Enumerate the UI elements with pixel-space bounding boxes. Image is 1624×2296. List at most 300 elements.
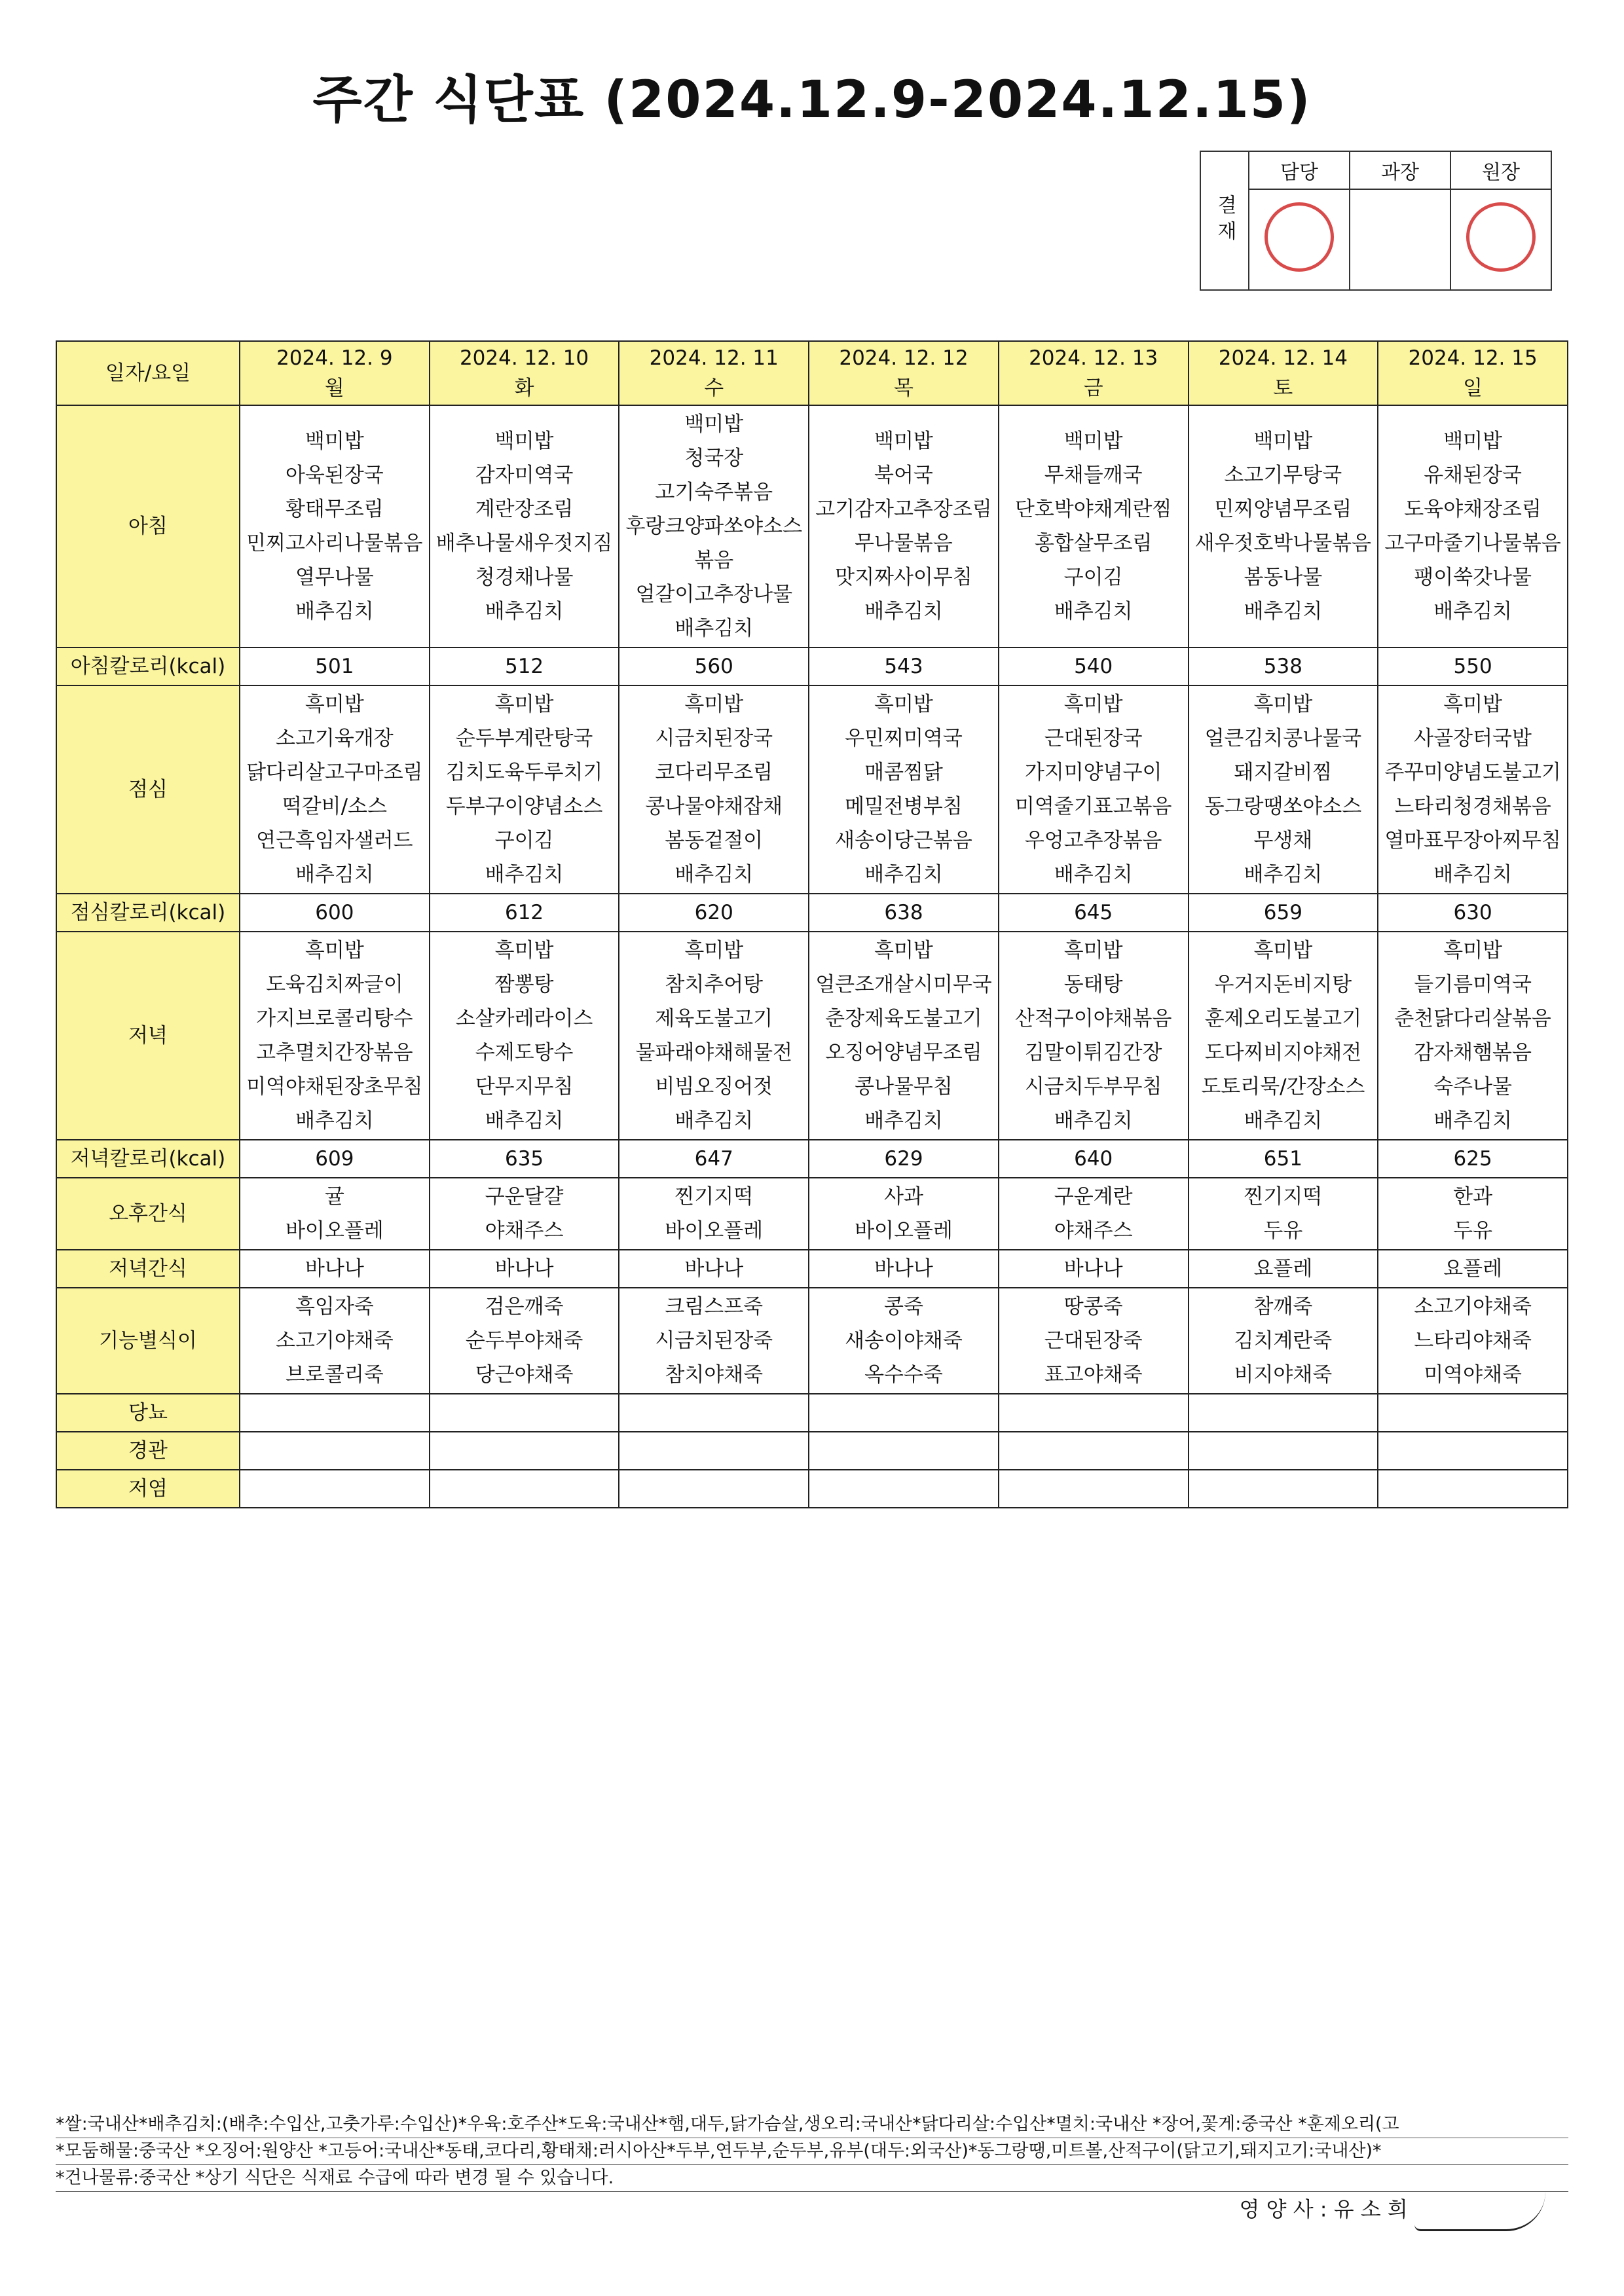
menu-item: 고구마줄기나물볶음 [1384, 532, 1561, 555]
menu-cell [619, 932, 809, 1140]
menu-item: 가지미양념구이 [1024, 761, 1162, 784]
menu-item: 소고기무탕국 [1224, 464, 1342, 487]
menu-cell [240, 647, 430, 685]
menu-item: 한과 [1453, 1185, 1493, 1209]
menu-cell [430, 1432, 619, 1470]
menu-item: 감자미역국 [475, 464, 574, 487]
day-header [430, 341, 619, 405]
menu-cell [1189, 685, 1378, 894]
menu-cell [619, 1432, 809, 1470]
menu-item: 청경채나물 [475, 566, 574, 589]
menu-item: 배추김치 [1054, 863, 1133, 886]
menu-cell [619, 1288, 809, 1394]
menu-item: 단무지무침 [475, 1075, 574, 1099]
menu-item: 열마표무장아찌무침 [1384, 829, 1561, 852]
menu-row [56, 1288, 1568, 1394]
day-date: 2024. 12. 13 [1029, 346, 1158, 370]
menu-item: 귤 [324, 1185, 344, 1209]
day-header [1189, 341, 1378, 405]
menu-cell [619, 1394, 809, 1432]
menu-item: 흑미밥 [494, 939, 554, 962]
menu-item: 두유 [1263, 1219, 1303, 1243]
menu-cell [619, 1470, 809, 1508]
menu-item: 사과 [884, 1185, 923, 1209]
diet-row [56, 1432, 1568, 1470]
menu-item: 600 [315, 901, 354, 924]
menu-item: 민찌고사리나물볶음 [246, 532, 423, 555]
menu-cell [1189, 932, 1378, 1140]
menu-item: 옥수수죽 [864, 1363, 943, 1387]
menu-item: 고기숙주볶음 [655, 481, 773, 504]
menu-item: 땅콩죽 [1063, 1295, 1123, 1319]
menu-item: 흑미밥 [1443, 939, 1503, 962]
menu-item: 543 [884, 655, 923, 678]
menu-item: 흑미밥 [1063, 939, 1123, 962]
menu-item: 미역야채죽 [1424, 1363, 1522, 1387]
menu-cell [240, 1470, 430, 1508]
row-label: 저녁칼로리(kcal) [56, 1140, 240, 1178]
menu-item: 당근야채죽 [475, 1363, 574, 1387]
menu-item: 흑미밥 [494, 693, 554, 716]
menu-item: 찐기지떡 [1244, 1185, 1323, 1209]
day-header [240, 341, 430, 405]
menu-item: 651 [1263, 1147, 1302, 1171]
menu-item: 야채주스 [485, 1219, 564, 1243]
menu-item: 배추김치 [1433, 1109, 1512, 1133]
menu-cell [999, 1394, 1189, 1432]
menu-item: 봄동겉절이 [665, 829, 764, 852]
menu-item: 새송이당근볶음 [835, 829, 972, 852]
approval-role-staff: 담당 [1249, 151, 1350, 189]
menu-item: 635 [504, 1147, 544, 1171]
menu-cell [619, 405, 809, 647]
dietitian-name: 영 양 사 : 유 소 희 [1239, 2196, 1408, 2222]
menu-item: 동그랑땡쏘야소스 [1204, 795, 1362, 818]
menu-item: 야채주스 [1054, 1219, 1133, 1243]
menu-item: 감자채햄볶음 [1414, 1041, 1532, 1065]
menu-item: 흑미밥 [1253, 939, 1313, 962]
menu-item: 가지브로콜리탕수 [256, 1007, 413, 1030]
menu-item: 구운달걀 [485, 1185, 564, 1209]
menu-cell [240, 685, 430, 894]
menu-item: 배추김치 [864, 1109, 943, 1133]
menu-item: 콩나물야채잡채 [645, 795, 783, 818]
page-title: 주간 식단표 (2024.12.9-2024.12.15) [312, 71, 1312, 130]
menu-cell [1378, 1250, 1568, 1288]
menu-item: 고추멸치간장볶음 [256, 1041, 413, 1065]
menu-cell [430, 647, 619, 685]
row-label: 점심 [56, 685, 240, 894]
menu-item: 백미밥 [1063, 429, 1123, 453]
menu-item: 540 [1074, 655, 1113, 678]
menu-item: 얼큰조개살시미무국 [815, 973, 992, 996]
menu-cell [809, 932, 999, 1140]
menu-item: 크림스프죽 [665, 1295, 764, 1319]
menu-item: 소고기야채죽 [276, 1329, 394, 1353]
menu-cell [1378, 1394, 1568, 1432]
menu-row [56, 647, 1568, 685]
menu-item: 맛지짜사이무침 [835, 566, 972, 589]
menu-item: 백미밥 [684, 412, 744, 436]
menu-item: 배추김치 [485, 863, 564, 886]
menu-item: 배추김치 [295, 1109, 374, 1133]
menu-item: 두유 [1453, 1219, 1493, 1243]
menu-item: 근대된장국 [1044, 727, 1143, 750]
menu-item: 바이오플레 [285, 1219, 384, 1243]
menu-item: 배추김치 [295, 863, 374, 886]
menu-cell [1378, 685, 1568, 894]
menu-item: 배추김치 [864, 863, 943, 886]
menu-cell [430, 932, 619, 1140]
menu-cell [809, 894, 999, 932]
menu-item: 계란장조림 [475, 498, 574, 521]
menu-item: 느타리청경채볶음 [1394, 795, 1551, 818]
menu-item: 바나나 [304, 1257, 364, 1281]
menu-item: 시금치된장죽 [655, 1329, 773, 1353]
row-label: 경관 [56, 1432, 240, 1470]
menu-cell [999, 1178, 1189, 1250]
menu-item: 550 [1453, 655, 1492, 678]
menu-item: 찐기지떡 [674, 1185, 754, 1209]
row-label: 저녁간식 [56, 1250, 240, 1288]
menu-cell [809, 1288, 999, 1394]
menu-cell [430, 1178, 619, 1250]
menu-item: 구이김 [494, 829, 554, 852]
approval-stamp-manager [1350, 189, 1450, 290]
menu-row [56, 1140, 1568, 1178]
menu-cell [999, 1250, 1189, 1288]
menu-row [56, 1250, 1568, 1288]
menu-item: 시금치된장국 [655, 727, 773, 750]
menu-row [56, 1178, 1568, 1250]
approval-role-director: 원장 [1450, 151, 1551, 189]
menu-item: 흑임자죽 [295, 1295, 374, 1319]
menu-item: 북어국 [874, 464, 933, 487]
menu-cell [240, 1250, 430, 1288]
menu-cell [809, 1470, 999, 1508]
menu-item: 645 [1074, 901, 1113, 924]
menu-row [56, 685, 1568, 894]
day-date: 2024. 12. 14 [1218, 346, 1348, 370]
menu-item: 근대된장죽 [1044, 1329, 1143, 1353]
menu-cell [1378, 1178, 1568, 1250]
menu-item: 메밀전병부침 [845, 795, 963, 818]
menu-item: 요플레 [1253, 1257, 1313, 1281]
day-weekday: 토 [1273, 376, 1293, 400]
day-header [619, 341, 809, 405]
menu-item: 도토리묵/간장소스 [1201, 1075, 1365, 1099]
approval-box [1200, 151, 1552, 291]
menu-item: 매콤찜닭 [864, 761, 943, 784]
menu-item: 연근흑임자샐러드 [256, 829, 413, 852]
menu-item: 배추김치 [295, 600, 374, 623]
signature-icon [1414, 2190, 1545, 2231]
menu-item: 참깨죽 [1253, 1295, 1313, 1319]
menu-body [56, 405, 1568, 1508]
menu-item: 배추김치 [1433, 600, 1512, 623]
day-weekday: 월 [324, 376, 344, 400]
menu-cell [1378, 1470, 1568, 1508]
menu-cell [1189, 405, 1378, 647]
menu-item: 우거지돈비지탕 [1214, 973, 1352, 996]
weekly-menu-table [56, 340, 1568, 1508]
menu-cell [619, 1140, 809, 1178]
menu-cell [619, 685, 809, 894]
menu-item: 콩나물무침 [855, 1075, 953, 1099]
approval-role-manager: 과장 [1350, 151, 1450, 189]
menu-item: 629 [884, 1147, 923, 1171]
menu-item: 유채된장국 [1424, 464, 1522, 487]
menu-item: 비빔오징어젓 [655, 1075, 773, 1099]
menu-item: 떡갈비/소스 [282, 795, 387, 818]
menu-item: 구이김 [1063, 566, 1123, 589]
menu-item: 닭다리살고구마조림 [246, 761, 423, 784]
row-label: 저염 [56, 1470, 240, 1508]
menu-item: 황태무조림 [285, 498, 384, 521]
menu-item: 후랑크양파쏘야소스볶음 [625, 515, 803, 572]
menu-item: 미역줄기표고볶음 [1014, 795, 1172, 818]
menu-item: 배추김치 [1433, 863, 1512, 886]
menu-item: 돼지갈비찜 [1234, 761, 1333, 784]
menu-cell [430, 1140, 619, 1178]
menu-item: 콩죽 [884, 1295, 923, 1319]
menu-cell [1378, 1140, 1568, 1178]
menu-item: 도다찌비지야채전 [1204, 1041, 1362, 1065]
menu-item: 고기감자고추장조림 [815, 498, 992, 521]
day-date: 2024. 12. 11 [649, 346, 779, 370]
day-header [999, 341, 1189, 405]
menu-item: 612 [504, 901, 544, 924]
menu-cell [1189, 1432, 1378, 1470]
menu-cell [999, 932, 1189, 1140]
menu-item: 홍합살무조림 [1034, 532, 1153, 555]
menu-item: 무채들깨국 [1044, 464, 1143, 487]
row-label: 오후간식 [56, 1178, 240, 1250]
menu-cell [619, 894, 809, 932]
menu-item: 620 [694, 901, 733, 924]
menu-cell [999, 1140, 1189, 1178]
menu-cell [1189, 647, 1378, 685]
day-date: 2024. 12. 10 [459, 346, 589, 370]
menu-cell [430, 894, 619, 932]
menu-cell [809, 1140, 999, 1178]
menu-cell [809, 647, 999, 685]
day-weekday: 금 [1083, 376, 1103, 400]
menu-item: 참치추어탕 [665, 973, 764, 996]
menu-item: 배추김치 [674, 863, 754, 886]
menu-cell [999, 405, 1189, 647]
menu-cell [1189, 1140, 1378, 1178]
menu-row [56, 932, 1568, 1140]
menu-item: 오징어양념무조림 [825, 1041, 982, 1065]
menu-cell [240, 1178, 430, 1250]
menu-cell [1378, 1432, 1568, 1470]
footnote-notice: *건나물류:중국산 *상기 식단은 식재료 수급에 따라 변경 될 수 있습니다. [56, 2165, 1568, 2192]
menu-cell [809, 1394, 999, 1432]
menu-item: 물파래야채해물전 [635, 1041, 793, 1065]
menu-cell [809, 1432, 999, 1470]
menu-item: 백미밥 [1443, 429, 1503, 453]
menu-item: 요플레 [1443, 1257, 1503, 1281]
menu-item: 들기름미역국 [1414, 973, 1532, 996]
menu-cell [1378, 1288, 1568, 1394]
day-weekday: 수 [704, 376, 724, 400]
menu-cell [809, 685, 999, 894]
menu-cell [430, 1470, 619, 1508]
row-label: 기능별식이 [56, 1288, 240, 1394]
menu-item: 바나나 [1063, 1257, 1123, 1281]
menu-item: 사골장터국밥 [1414, 727, 1532, 750]
menu-item: 흑미밥 [1253, 693, 1313, 716]
menu-cell [1189, 894, 1378, 932]
menu-item: 배추김치 [1054, 600, 1133, 623]
menu-item: 팽이쑥갓나물 [1414, 566, 1532, 589]
menu-item: 김치계란죽 [1234, 1329, 1333, 1353]
menu-item: 도육야채장조림 [1404, 498, 1541, 521]
menu-item: 흑미밥 [684, 693, 744, 716]
menu-item: 638 [884, 901, 923, 924]
menu-item: 배추김치 [1244, 1109, 1323, 1133]
menu-cell [809, 405, 999, 647]
menu-item: 검은깨죽 [485, 1295, 564, 1319]
menu-item: 배추김치 [485, 600, 564, 623]
menu-cell [240, 405, 430, 647]
menu-cell [1189, 1470, 1378, 1508]
menu-item: 무생채 [1253, 829, 1313, 852]
menu-item: 수제도탕수 [475, 1041, 574, 1065]
row-label: 점심칼로리(kcal) [56, 894, 240, 932]
menu-item: 청국장 [684, 446, 744, 470]
menu-cell [1378, 647, 1568, 685]
menu-cell [240, 1394, 430, 1432]
menu-item: 춘천닭다리살볶음 [1394, 1007, 1551, 1030]
menu-row [56, 894, 1568, 932]
menu-cell [1378, 405, 1568, 647]
menu-item: 단호박야채계란찜 [1014, 498, 1172, 521]
menu-item: 백미밥 [304, 429, 364, 453]
day-header [1378, 341, 1568, 405]
menu-item: 우민찌미역국 [845, 727, 963, 750]
menu-item: 소고기육개장 [276, 727, 394, 750]
menu-item: 소고기야채죽 [1414, 1295, 1532, 1319]
menu-item: 배추나물새우젓지짐 [435, 532, 613, 555]
menu-item: 배추김치 [485, 1109, 564, 1133]
menu-item: 배추김치 [674, 617, 754, 640]
menu-item: 민찌양념무조림 [1214, 498, 1352, 521]
menu-item: 김말이튀김간장 [1024, 1041, 1162, 1065]
menu-item: 배추김치 [1054, 1109, 1133, 1133]
menu-item: 바이오플레 [855, 1219, 953, 1243]
menu-item: 산적구이야채볶음 [1014, 1007, 1172, 1030]
menu-item: 백미밥 [494, 429, 554, 453]
menu-cell [430, 405, 619, 647]
menu-item: 배추김치 [864, 600, 943, 623]
menu-item: 구운계란 [1054, 1185, 1133, 1209]
menu-item: 659 [1263, 901, 1302, 924]
menu-cell [430, 1394, 619, 1432]
menu-cell [999, 647, 1189, 685]
menu-row [56, 405, 1568, 647]
menu-item: 제육도불고기 [655, 1007, 773, 1030]
corner-header: 일자/요일 [56, 341, 240, 405]
stamp-icon [1264, 202, 1334, 272]
dietitian-signature [1240, 2190, 1545, 2231]
menu-cell [1378, 894, 1568, 932]
day-weekday: 일 [1463, 376, 1483, 400]
menu-item: 647 [694, 1147, 733, 1171]
menu-item: 얼갈이고추장나물 [635, 583, 793, 606]
menu-item: 참치야채죽 [665, 1363, 764, 1387]
menu-item: 백미밥 [874, 429, 933, 453]
menu-item: 흑미밥 [874, 939, 933, 962]
menu-item: 백미밥 [1253, 429, 1313, 453]
menu-item: 배추김치 [1244, 600, 1323, 623]
day-date: 2024. 12. 12 [839, 346, 969, 370]
menu-cell [430, 685, 619, 894]
menu-cell [430, 1250, 619, 1288]
menu-item: 순두부야채죽 [465, 1329, 583, 1353]
menu-item: 주꾸미양념도불고기 [1384, 761, 1561, 784]
menu-item: 새송이야채죽 [845, 1329, 963, 1353]
row-label: 저녁 [56, 932, 240, 1140]
menu-item: 소살카레라이스 [455, 1007, 593, 1030]
menu-item: 열무나물 [295, 566, 374, 589]
menu-item: 560 [694, 655, 733, 678]
menu-cell [999, 894, 1189, 932]
menu-item: 훈제오리도불고기 [1204, 1007, 1362, 1030]
menu-item: 바나나 [874, 1257, 933, 1281]
menu-item: 새우젓호박나물볶음 [1194, 532, 1372, 555]
menu-header-row [56, 341, 1568, 405]
menu-item: 우엉고추장볶음 [1024, 829, 1162, 852]
menu-item: 봄동나물 [1244, 566, 1323, 589]
menu-cell [240, 894, 430, 932]
menu-item: 흑미밥 [1063, 693, 1123, 716]
menu-item: 코다리무조림 [655, 761, 773, 784]
menu-cell [1189, 1250, 1378, 1288]
menu-cell [1189, 1178, 1378, 1250]
day-weekday: 화 [514, 376, 534, 400]
menu-item: 흑미밥 [304, 939, 364, 962]
menu-item: 표고야채죽 [1044, 1363, 1143, 1387]
menu-cell [999, 1470, 1189, 1508]
menu-item: 비지야채죽 [1234, 1363, 1333, 1387]
day-date: 2024. 12. 15 [1408, 346, 1538, 370]
menu-item: 시금치두부무침 [1024, 1075, 1162, 1099]
menu-item: 배추김치 [1244, 863, 1323, 886]
approval-stamp-director [1450, 189, 1551, 290]
menu-cell [240, 932, 430, 1140]
menu-item: 512 [504, 655, 544, 678]
menu-item: 도육김치짜글이 [266, 973, 403, 996]
menu-item: 숙주나물 [1433, 1075, 1512, 1099]
menu-cell [1378, 932, 1568, 1140]
diet-row [56, 1470, 1568, 1508]
approval-label: 결재 [1200, 151, 1249, 290]
menu-item: 배추김치 [674, 1109, 754, 1133]
menu-cell [999, 1432, 1189, 1470]
menu-cell [809, 1250, 999, 1288]
menu-item: 흑미밥 [874, 693, 933, 716]
menu-cell [240, 1140, 430, 1178]
diet-row [56, 1394, 1568, 1432]
menu-item: 640 [1074, 1147, 1113, 1171]
menu-item: 느타리야채죽 [1414, 1329, 1532, 1353]
menu-item: 춘장제육도불고기 [825, 1007, 982, 1030]
menu-item: 538 [1263, 655, 1302, 678]
day-header [809, 341, 999, 405]
menu-item: 무나물볶음 [855, 532, 953, 555]
